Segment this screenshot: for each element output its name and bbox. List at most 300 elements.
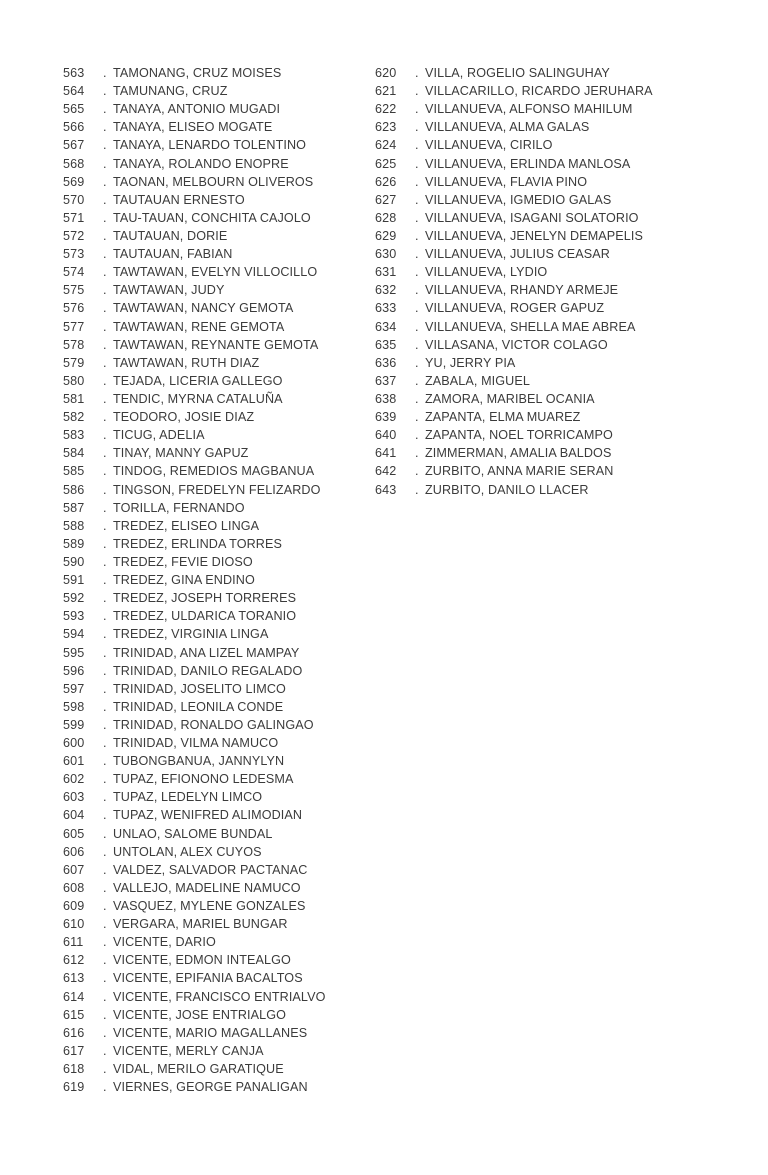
entry-number: 637 [375,373,397,388]
entry-name: VILLANUEVA, CIRILO [425,138,553,153]
separator-dot: . [103,210,107,225]
entry-name: TAWTAWAN, RENE GEMOTA [113,319,285,334]
name-list-left-column [63,64,375,1096]
separator-dot: . [103,772,107,787]
list-item [63,408,375,426]
entry-name: TUPAZ, LEDELYN LIMCO [113,790,263,805]
entry-name: TAWTAWAN, RUTH DIAZ [113,355,260,370]
entry-name: VICENTE, MARIO MAGALLANES [113,1025,308,1040]
list-item [375,481,720,499]
entry-name: VERGARA, MARIEL BUNGAR [113,917,288,932]
separator-dot: . [103,102,107,117]
entry-name: TRINIDAD, VILMA NAMUCO [113,736,279,751]
entry-name: VICENTE, DARIO [113,935,216,950]
list-item [375,444,720,462]
entry-name: VICENTE, EPIFANIA BACALTOS [113,971,303,986]
entry-number: 605 [63,826,85,841]
entry-number: 614 [63,989,85,1004]
list-item [63,245,375,263]
entry-name: VILLA, ROGELIO SALINGUHAY [425,66,610,80]
entry-name: VICENTE, JOSE ENTRIALGO [113,1007,287,1022]
separator-dot: . [103,66,107,80]
entry-number: 602 [63,772,85,787]
entry-name: TAUTAUAN, FABIAN [113,247,233,262]
list-item [63,481,375,499]
separator-dot: . [103,754,107,769]
entry-name: ZIMMERMAN, AMALIA BALDOS [425,446,612,461]
entry-number: 585 [63,464,85,479]
separator-dot: . [103,1007,107,1022]
list-item [63,372,375,390]
entry-name: TAUTAUAN ERNESTO [113,192,245,207]
separator-dot: . [415,373,419,388]
separator-dot: . [103,844,107,859]
list-item [63,499,375,517]
entry-number: 592 [63,591,85,606]
entry-name: VIDAL, MERILO GARATIQUE [113,1062,284,1077]
list-item [375,173,720,191]
separator-dot: . [103,464,107,479]
separator-dot: . [103,518,107,533]
entry-number: 590 [63,554,85,569]
entry-number: 640 [375,428,397,443]
separator-dot: . [103,301,107,316]
name-list-right-column [375,64,720,499]
list-item [63,299,375,317]
list-item [63,788,375,806]
entry-number: 635 [375,337,397,352]
separator-dot: . [103,283,107,298]
entry-name: TEJADA, LICERIA GALLEGO [113,373,283,388]
entry-name: VIERNES, GEORGE PANALIGAN [113,1080,308,1095]
entry-name: VILLANUEVA, ERLINDA MANLOSA [425,156,631,171]
entry-name: TRINIDAD, DANILO REGALADO [113,663,303,678]
entry-name: VICENTE, MERLY CANJA [113,1043,264,1058]
entry-number: 569 [63,174,85,189]
list-item [63,318,375,336]
list-item [375,299,720,317]
list-item [63,825,375,843]
entry-number: 598 [63,699,85,714]
entry-name: VICENTE, EDMON INTEALGO [113,953,291,968]
list-item [63,354,375,372]
entry-number: 583 [63,428,85,443]
entry-number: 636 [375,355,397,370]
separator-dot: . [415,247,419,262]
list-item [63,100,375,118]
separator-dot: . [103,917,107,932]
entry-number: 589 [63,536,85,551]
list-item [63,1024,375,1042]
entry-name: ZURBITO, ANNA MARIE SERAN [425,464,614,479]
entry-number: 573 [63,247,85,262]
entry-name: YU, JERRY PIA [425,355,516,370]
list-item [63,1078,375,1096]
separator-dot: . [415,102,419,117]
entry-name: ZAPANTA, ELMA MUAREZ [425,410,581,425]
list-item [63,806,375,824]
list-item [63,136,375,154]
entry-name: TREDEZ, GINA ENDINO [113,573,255,588]
list-item [63,263,375,281]
separator-dot: . [103,1025,107,1040]
entry-name: UNLAO, SALOME BUNDAL [113,826,273,841]
list-item [375,408,720,426]
entry-name: TAWTAWAN, REYNANTE GEMOTA [113,337,319,352]
list-item [375,263,720,281]
list-item [63,1006,375,1024]
entry-number: 642 [375,464,397,479]
entry-number: 599 [63,717,85,732]
entry-name: UNTOLAN, ALEX CUYOS [113,844,262,859]
list-item [63,1042,375,1060]
entry-number: 594 [63,627,85,642]
entry-number: 634 [375,319,397,334]
entry-name: TAU-TAUAN, CONCHITA CAJOLO [113,210,311,225]
entry-name: TREDEZ, ELISEO LINGA [113,518,260,533]
entry-number: 588 [63,518,85,533]
entry-name: TAMONANG, CRUZ MOISES [113,66,282,80]
list-item [375,155,720,173]
entry-number: 603 [63,790,85,805]
separator-dot: . [415,391,419,406]
entry-number: 593 [63,609,85,624]
separator-dot: . [103,808,107,823]
entry-number: 641 [375,446,397,461]
separator-dot: . [103,337,107,352]
entry-name: TANAYA, LENARDO TOLENTINO [113,138,307,153]
list-item [63,607,375,625]
separator-dot: . [103,446,107,461]
entry-number: 575 [63,283,85,298]
list-item [375,227,720,245]
entry-name: VILLANUEVA, LYDIO [425,265,548,280]
separator-dot: . [415,174,419,189]
entry-number: 591 [63,573,85,588]
entry-name: TAUTAUAN, DORIE [113,228,228,243]
separator-dot: . [103,500,107,515]
entry-number: 619 [63,1080,85,1095]
entry-number: 620 [375,66,397,80]
list-item [375,372,720,390]
entry-name: VILLANUEVA, JENELYN DEMAPELIS [425,228,644,243]
entry-number: 617 [63,1043,85,1058]
list-item [63,155,375,173]
separator-dot: . [103,953,107,968]
entry-number: 596 [63,663,85,678]
entry-number: 586 [63,482,85,497]
entry-number: 618 [63,1062,85,1077]
entry-number: 597 [63,681,85,696]
entry-number: 631 [375,265,397,280]
entry-number: 571 [63,210,85,225]
entry-name: TANAYA, ANTONIO MUGADI [113,102,281,117]
entry-name: TAWTAWAN, JUDY [113,283,225,298]
separator-dot: . [103,609,107,624]
list-item [63,879,375,897]
separator-dot: . [103,536,107,551]
entry-number: 629 [375,228,397,243]
entry-name: ZAPANTA, NOEL TORRICAMPO [425,428,613,443]
entry-number: 608 [63,880,85,895]
entry-name: VILLANUEVA, ISAGANI SOLATORIO [425,210,639,225]
list-item [63,281,375,299]
separator-dot: . [103,717,107,732]
separator-dot: . [103,790,107,805]
separator-dot: . [103,1043,107,1058]
separator-dot: . [415,428,419,443]
list-item [63,915,375,933]
entry-name: ZABALA, MIGUEL [425,373,530,388]
entry-number: 578 [63,337,85,352]
separator-dot: . [103,880,107,895]
entry-number: 566 [63,120,85,135]
entry-name: ZAMORA, MARIBEL OCANIA [425,391,595,406]
list-item [375,426,720,444]
list-item [375,100,720,118]
entry-name: TRINIDAD, JOSELITO LIMCO [113,681,286,696]
list-item [375,281,720,299]
separator-dot: . [103,391,107,406]
list-item [63,770,375,788]
list-item [63,988,375,1006]
separator-dot: . [415,482,419,497]
entry-name: TREDEZ, FEVIE DIOSO [113,554,253,569]
entry-name: TANAYA, ROLANDO ENOPRE [113,156,289,171]
separator-dot: . [415,337,419,352]
separator-dot: . [103,935,107,950]
list-item [375,118,720,136]
entry-name: VILLANUEVA, ROGER GAPUZ [425,301,605,316]
entry-name: TANAYA, ELISEO MOGATE [113,120,273,135]
list-item [63,716,375,734]
entry-number: 624 [375,138,397,153]
list-item [63,969,375,987]
list-item [63,589,375,607]
separator-dot: . [103,663,107,678]
entry-name: TINGSON, FREDELYN FELIZARDO [113,482,321,497]
list-item [63,625,375,643]
list-item [63,191,375,209]
separator-dot: . [103,573,107,588]
entry-number: 595 [63,645,85,660]
entry-name: TICUG, ADELIA [113,428,205,443]
list-item [63,752,375,770]
separator-dot: . [103,174,107,189]
list-item [63,553,375,571]
list-item [63,644,375,662]
list-item [63,390,375,408]
entry-name: VILLACARILLO, RICARDO JERUHARA [425,84,653,99]
separator-dot: . [103,265,107,280]
separator-dot: . [103,138,107,153]
separator-dot: . [415,228,419,243]
entry-name: TAMUNANG, CRUZ [113,84,228,99]
separator-dot: . [103,156,107,171]
list-item [375,462,720,480]
separator-dot: . [103,971,107,986]
entry-number: 632 [375,283,397,298]
entry-number: 567 [63,138,85,153]
entry-name: TREDEZ, VIRGINIA LINGA [113,627,269,642]
separator-dot: . [103,591,107,606]
list-item [375,64,720,82]
list-item [63,1060,375,1078]
list-item [375,336,720,354]
entry-number: 587 [63,500,85,515]
entry-number: 607 [63,862,85,877]
list-item [63,571,375,589]
separator-dot: . [103,1062,107,1077]
separator-dot: . [103,627,107,642]
entry-name: VILLANUEVA, IGMEDIO GALAS [425,192,612,207]
list-item [63,662,375,680]
entry-number: 563 [63,66,85,80]
separator-dot: . [103,862,107,877]
separator-dot: . [415,446,419,461]
entry-number: 623 [375,120,397,135]
separator-dot: . [415,283,419,298]
separator-dot: . [103,554,107,569]
separator-dot: . [103,428,107,443]
separator-dot: . [415,410,419,425]
separator-dot: . [103,228,107,243]
entry-name: TREDEZ, ULDARICA TORANIO [113,609,297,624]
entry-name: TINDOG, REMEDIOS MAGBANUA [113,464,315,479]
entry-number: 638 [375,391,397,406]
entry-number: 584 [63,446,85,461]
entry-number: 600 [63,736,85,751]
entry-number: 580 [63,373,85,388]
separator-dot: . [415,210,419,225]
entry-name: VALDEZ, SALVADOR PACTANAC [113,862,308,877]
separator-dot: . [103,247,107,262]
entry-name: VILLANUEVA, ALMA GALAS [425,120,590,135]
list-item [63,933,375,951]
separator-dot: . [415,464,419,479]
list-item [63,462,375,480]
entry-name: TRINIDAD, LEONILA CONDE [113,699,284,714]
entry-number: 630 [375,247,397,262]
separator-dot: . [415,138,419,153]
entry-name: VILLANUEVA, FLAVIA PINO [425,174,588,189]
entry-name: TEODORO, JOSIE DIAZ [113,410,255,425]
entry-number: 574 [63,265,85,280]
entry-number: 633 [375,301,397,316]
list-item [375,82,720,100]
separator-dot: . [415,66,419,80]
separator-dot: . [103,482,107,497]
separator-dot: . [415,84,419,99]
entry-name: TUBONGBANUA, JANNYLYN [113,754,285,769]
separator-dot: . [103,120,107,135]
entry-number: 615 [63,1007,85,1022]
separator-dot: . [415,156,419,171]
entry-name: TAWTAWAN, EVELYN VILLOCILLO [113,265,318,280]
entry-number: 628 [375,210,397,225]
separator-dot: . [103,826,107,841]
list-item [375,245,720,263]
separator-dot: . [415,120,419,135]
entry-number: 606 [63,844,85,859]
entry-number: 564 [63,84,85,99]
entry-number: 626 [375,174,397,189]
entry-name: TUPAZ, WENIFRED ALIMODIAN [113,808,303,823]
separator-dot: . [103,373,107,388]
entry-number: 576 [63,301,85,316]
entry-name: VICENTE, FRANCISCO ENTRIALVO [113,989,326,1004]
separator-dot: . [103,699,107,714]
entry-name: ZURBITO, DANILO LLACER [425,482,589,497]
list-item [63,426,375,444]
separator-dot: . [415,319,419,334]
separator-dot: . [103,736,107,751]
list-item [63,680,375,698]
list-item [63,209,375,227]
entry-number: 621 [375,84,397,99]
list-item [375,191,720,209]
entry-name: TREDEZ, ERLINDA TORRES [113,536,282,551]
entry-number: 616 [63,1025,85,1040]
separator-dot: . [103,645,107,660]
entry-number: 601 [63,754,85,769]
entry-number: 639 [375,410,397,425]
entry-name: TUPAZ, EFIONONO LEDESMA [113,772,294,787]
list-item [375,390,720,408]
entry-number: 582 [63,410,85,425]
list-item [63,336,375,354]
separator-dot: . [415,355,419,370]
entry-number: 611 [63,935,84,950]
entry-name: VILLANUEVA, ALFONSO MAHILUM [425,102,633,117]
entry-name: TENDIC, MYRNA CATALUÑA [113,391,283,406]
entry-name: TREDEZ, JOSEPH TORRERES [113,591,297,606]
list-item [63,698,375,716]
list-item [63,227,375,245]
entry-name: TORILLA, FERNANDO [113,500,245,515]
list-item [63,843,375,861]
entry-name: VILLANUEVA, SHELLA MAE ABREA [425,319,636,334]
list-item [63,64,375,82]
separator-dot: . [103,681,107,696]
separator-dot: . [103,319,107,334]
entry-name: VILLANUEVA, JULIUS CEASAR [425,247,610,262]
separator-dot: . [415,301,419,316]
entry-number: 604 [63,808,85,823]
entry-name: TAWTAWAN, NANCY GEMOTA [113,301,294,316]
entry-number: 613 [63,971,85,986]
entry-number: 570 [63,192,85,207]
entry-number: 577 [63,319,85,334]
entry-number: 612 [63,953,85,968]
list-item [375,136,720,154]
list-item [375,209,720,227]
list-item [63,82,375,100]
list-item [63,535,375,553]
separator-dot: . [415,265,419,280]
separator-dot: . [103,899,107,914]
separator-dot: . [103,192,107,207]
entry-number: 622 [375,102,397,117]
separator-dot: . [103,410,107,425]
separator-dot: . [103,989,107,1004]
list-item [63,173,375,191]
entry-number: 625 [375,156,397,171]
entry-name: TAONAN, MELBOURN OLIVEROS [113,174,314,189]
list-item [63,118,375,136]
list-item [63,734,375,752]
entry-number: 610 [63,917,85,932]
